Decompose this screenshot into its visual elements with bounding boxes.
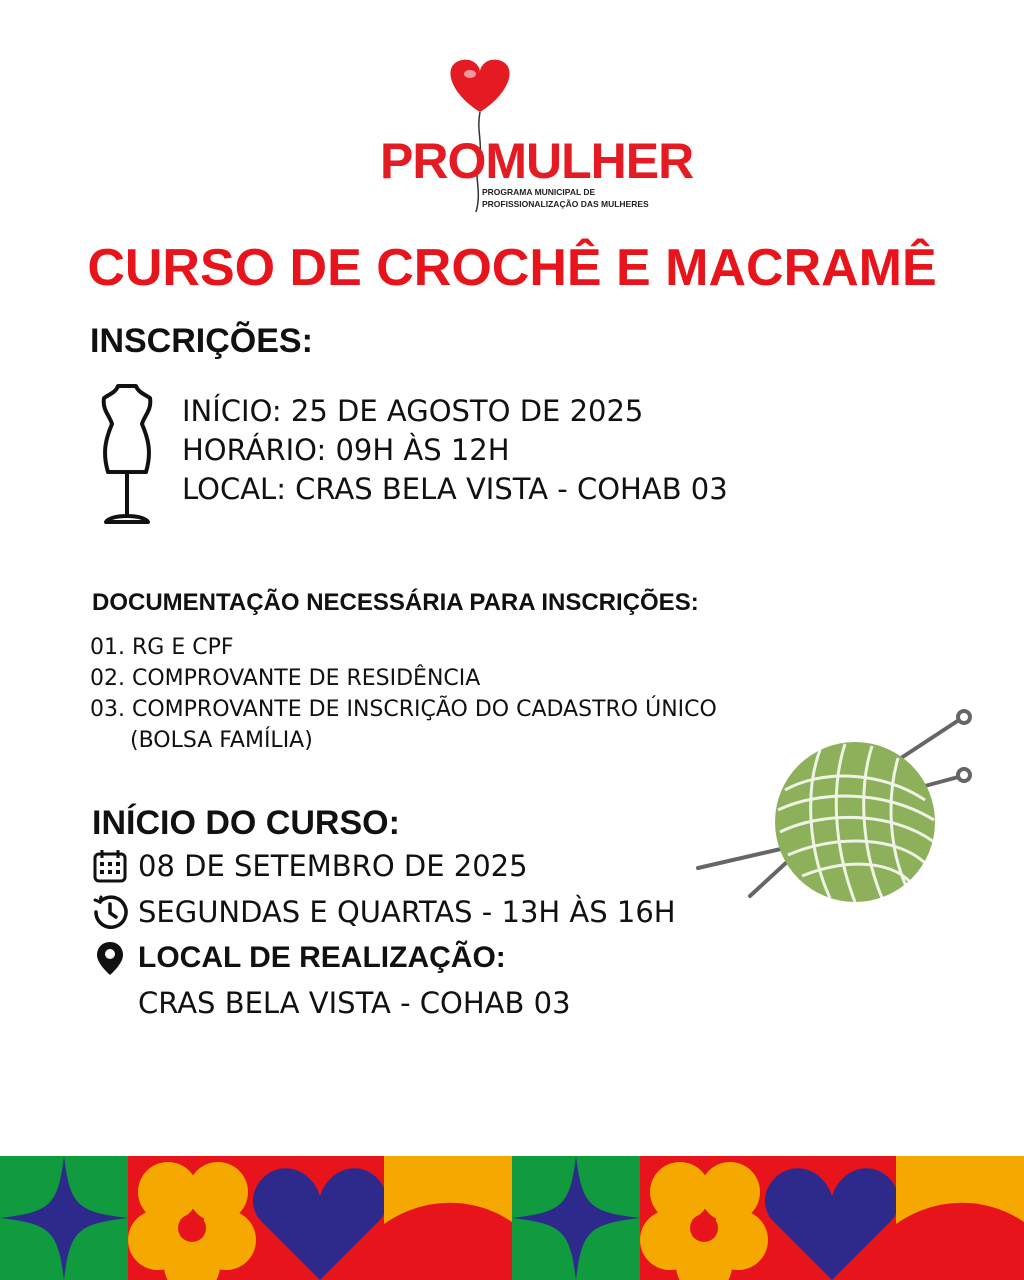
list-item-continuation: (BOLSA FAMÍLIA) — [130, 728, 313, 753]
promulher-logo — [370, 52, 694, 222]
calendar-icon — [92, 848, 128, 884]
documentacao-list — [90, 632, 717, 756]
inscricoes-inicio: INÍCIO: 25 DE AGOSTO DE 2025 — [182, 394, 644, 428]
mannequin-icon — [92, 382, 162, 532]
list-item: 03. COMPROVANTE DE INSCRIÇÃO DO CADASTRO ÚNICO — [90, 697, 717, 722]
curso-local-heading-row — [92, 940, 506, 976]
list-item: 02. COMPROVANTE DE RESIDÊNCIA — [90, 666, 481, 691]
inscricoes-details — [182, 392, 728, 509]
curso-schedule-row — [92, 894, 676, 930]
inscricoes-local: LOCAL: CRAS BELA VISTA - COHAB 03 — [182, 472, 728, 506]
inscricoes-horario: HORÁRIO: 09H ÀS 12H — [182, 433, 510, 467]
curso-local-heading: LOCAL DE REALIZAÇÃO: — [138, 941, 506, 974]
decorative-footer-pattern — [0, 1156, 1024, 1280]
list-item: 01. RG E CPF — [90, 635, 234, 660]
curso-schedule: SEGUNDAS E QUARTAS - 13H ÀS 16H — [138, 895, 676, 929]
documentacao-heading: DOCUMENTAÇÃO NECESSÁRIA PARA INSCRIÇÕES: — [92, 589, 699, 616]
brand-name: PROMULHER — [380, 133, 694, 189]
location-pin-icon — [92, 940, 128, 976]
inscricoes-heading: INSCRIÇÕES: — [90, 322, 313, 360]
curso-date: 08 DE SETEMBRO DE 2025 — [138, 849, 528, 883]
yarn-ball-icon — [690, 700, 980, 910]
curso-date-row — [92, 848, 528, 884]
clock-icon — [92, 894, 128, 930]
curso-local: CRAS BELA VISTA - COHAB 03 — [138, 986, 571, 1020]
page-title: CURSO DE CROCHÊ E MACRAMÊ — [87, 239, 937, 297]
brand-subtitle: PROGRAMA MUNICIPAL DE PROFISSIONALIZAÇÃO DAS MULHERES — [482, 187, 649, 209]
curso-heading: INÍCIO DO CURSO: — [92, 804, 400, 842]
